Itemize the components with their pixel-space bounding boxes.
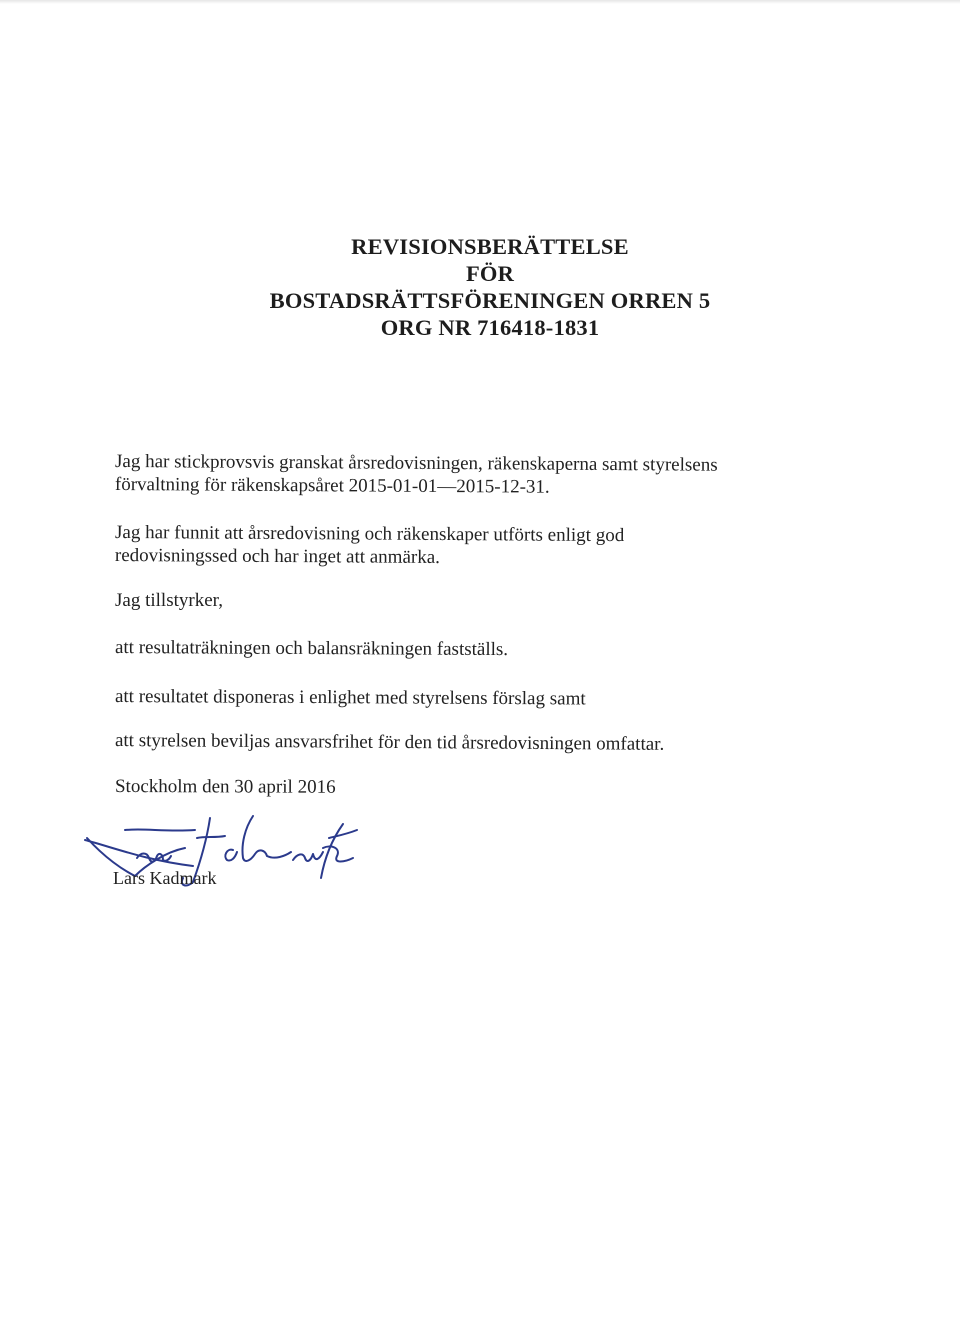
place-and-date: Stockholm den 30 april 2016: [114, 776, 336, 798]
paragraph-line: Jag har stickprovsvis granskat årsredovisningen, räkenskaperna samt styrelsens: [115, 451, 718, 476]
title-line-4: ORG NR 716418-1831: [380, 315, 600, 340]
title-line-2: FÖR: [465, 261, 515, 286]
title-line-1: REVISIONSBERÄTTELSE: [351, 234, 629, 259]
title-line-3: BOSTADSRÄTTSFÖRENINGEN ORREN 5: [269, 288, 711, 313]
paragraph-line: Jag har funnit att årsredovisning och räkenskaper utförts enligt god: [115, 522, 625, 547]
paragraph-finding: [115, 521, 775, 571]
scan-edge: [0, 0, 960, 4]
paragraph-recommendation: Jag tillstyrker,: [115, 590, 223, 611]
paragraph-line: förvaltning för räkenskapsåret 2015-01-01—2015-12-31.: [114, 473, 550, 498]
paragraph-result-disposition: att resultatet disponeras i enlighet med styrelsens förslag samt: [114, 686, 586, 710]
paragraph-review-scope: [115, 450, 775, 500]
paragraph-line: redovisningssed och har inget att anmärka.: [114, 545, 441, 568]
document-title: [230, 233, 750, 341]
paragraph-adopt-statements: att resultaträkningen och balansräkningen fastställs.: [114, 637, 509, 661]
signer-name: Lars Kadmark: [113, 868, 217, 888]
paragraph-discharge: att styrelsen beviljas ansvarsfrihet för den tid årsredovisningen omfattar.: [114, 730, 665, 755]
